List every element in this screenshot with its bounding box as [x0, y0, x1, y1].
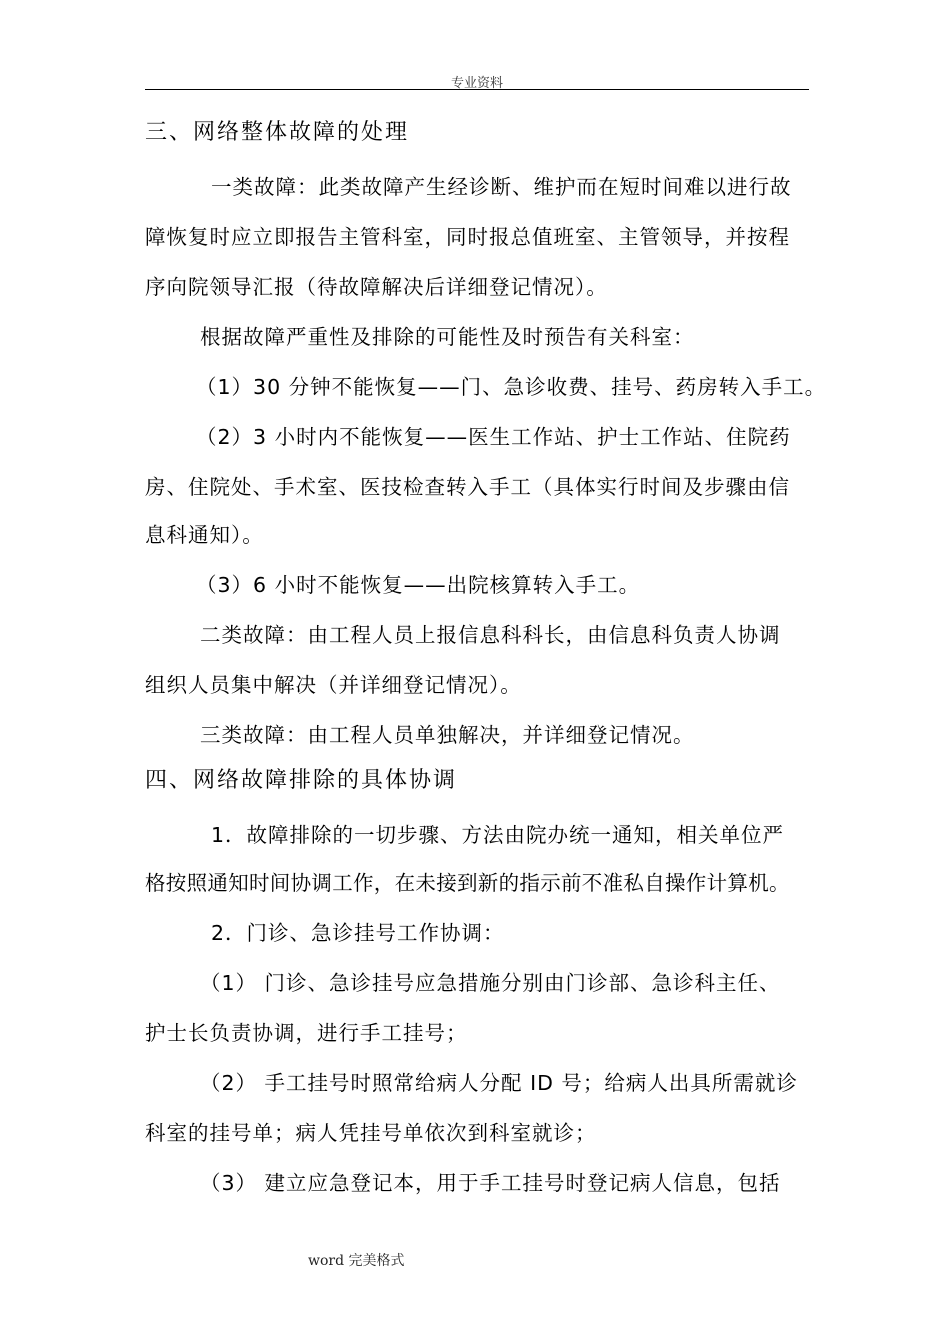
header-divider: [145, 89, 809, 90]
paragraph-line: （2）3 小时内不能恢复——医生工作站、护士工作站、住院药: [196, 425, 791, 449]
paragraph-line: （2） 手工挂号时照常给病人分配 ID 号；给病人出具所需就诊: [200, 1071, 798, 1095]
paragraph-line: （3）6 小时不能恢复——出院核算转入手工。: [196, 573, 641, 597]
paragraph-line: 一类故障：此类故障产生经诊断、维护而在短时间难以进行故: [211, 175, 792, 199]
paragraph-line: 科室的挂号单；病人凭挂号单依次到科室就诊；: [145, 1121, 597, 1145]
paragraph-line: 房、住院处、手术室、医技检查转入手工（具体实行时间及步骤由信: [145, 475, 790, 499]
paragraph-line: （1） 门诊、急诊挂号应急措施分别由门诊部、急诊科主任、: [200, 971, 781, 995]
paragraph-line: （1）30 分钟不能恢复——门、急诊收费、挂号、药房转入手工。: [196, 375, 827, 399]
section-heading-4: 四、网络故障排除的具体协调: [145, 768, 458, 793]
paragraph-line: 序向院领导汇报（待故障解决后详细登记情况）。: [145, 275, 608, 299]
paragraph-line: 2．门诊、急诊挂号工作协调：: [211, 921, 505, 945]
page-header: 专业资料: [450, 76, 503, 91]
paragraph-line: 组织人员集中解决（并详细登记情况）。: [145, 673, 522, 697]
paragraph-line: 三类故障：由工程人员单独解决，并详细登记情况。: [200, 723, 695, 747]
paragraph-line: 根据故障严重性及排除的可能性及时预告有关科室：: [200, 325, 695, 349]
paragraph-line: 息科通知）。: [145, 523, 264, 547]
paragraph-line: 护士长负责协调，进行手工挂号；: [145, 1021, 468, 1045]
paragraph-line: 障恢复时应立即报告主管科室，同时报总值班室、主管领导，并按程: [145, 225, 790, 249]
paragraph-line: 1．故障排除的一切步骤、方法由院办统一通知，相关单位严: [211, 823, 785, 847]
section-heading-3: 三、网络整体故障的处理: [145, 120, 410, 145]
paragraph-line: 格按照通知时间协调工作，在未接到新的指示前不准私自操作计算机。: [145, 871, 790, 895]
paragraph-line: （3） 建立应急登记本，用于手工挂号时登记病人信息，包括: [200, 1171, 781, 1195]
page-footer: word 完美格式: [308, 1253, 405, 1269]
paragraph-line: 二类故障：由工程人员上报信息科科长，由信息科负责人协调: [200, 623, 781, 647]
